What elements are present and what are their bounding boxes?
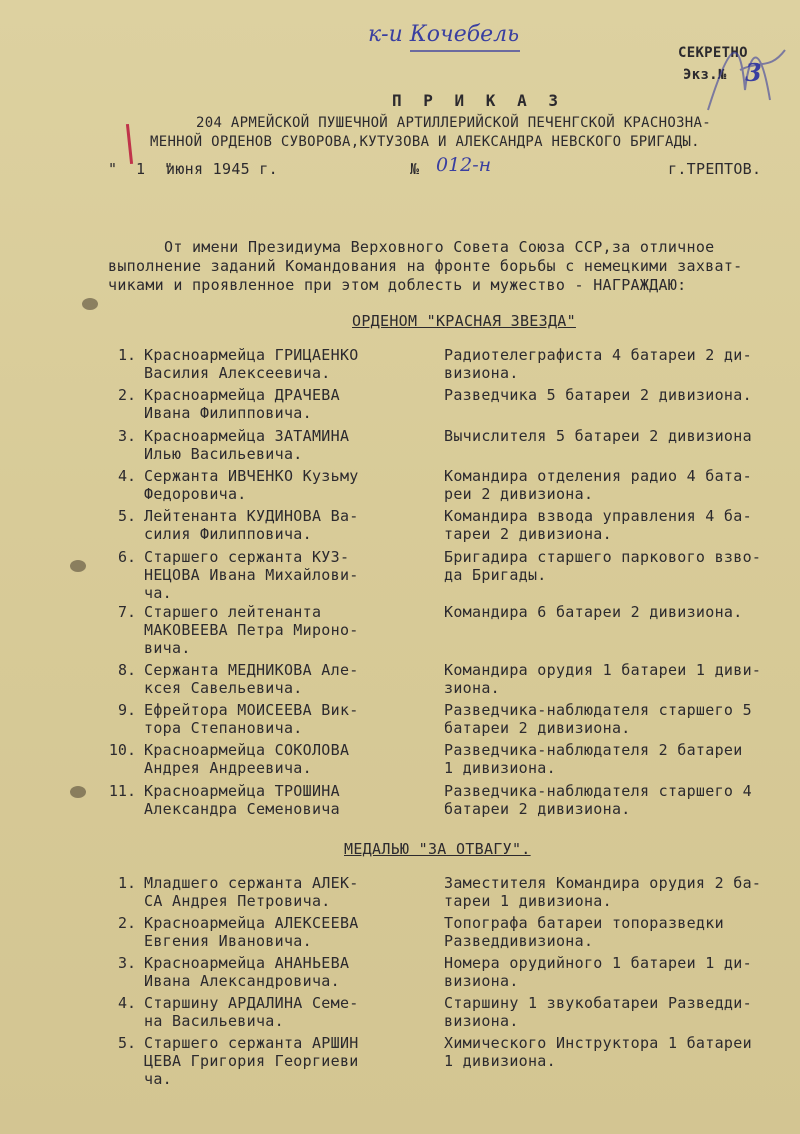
copy-label: Экз.№	[683, 67, 727, 83]
preamble-line-3: чиками и проявленное при этом доблесть и мужество - НАГРАЖДАЮ:	[108, 276, 687, 294]
punch-mark	[70, 560, 86, 572]
order-number-value: 012-н	[436, 154, 492, 176]
place: г.ТРЕПТОВ.	[668, 160, 762, 178]
title-line-1: 204 АРМЕЙСКОЙ ПУШЕЧНОЙ АРТИЛЛЕРИЙСКОЙ ПЕЧЕНГСКОЙ КРАСНОЗНА-	[196, 115, 711, 131]
punch-mark	[82, 298, 98, 310]
order-title: П Р И К А З	[392, 91, 564, 110]
copy-number: 3	[745, 58, 762, 87]
red-mark	[126, 124, 133, 164]
preamble-line-1: От имени Президиума Верховного Совета Союза ССР,за отличное	[108, 238, 715, 256]
title-line-2: МЕННОЙ ОРДЕНОВ СУВОРОВА,КУТУЗОВА И АЛЕКСАНДРА НЕВСКОГО БРИГАДЫ.	[150, 134, 700, 150]
handwritten-annotation: к-и Кочебель	[368, 22, 520, 47]
section-heading-order-red-star: ОРДЕНОМ "КРАСНАЯ ЗВЕЗДА"	[352, 312, 576, 330]
date-day: " 1 "	[108, 160, 174, 178]
secret-label: СЕКРЕТНО	[678, 45, 748, 61]
date-month-year: июня 1945 г.	[166, 160, 278, 178]
handwritten-scribble	[700, 30, 790, 120]
section-heading-medal-bravery: МЕДАЛЬЮ "ЗА ОТВАГУ".	[344, 840, 531, 858]
punch-mark	[70, 786, 86, 798]
order-number-label: №	[410, 160, 420, 178]
preamble-line-2: выполнение заданий Командования на фронте борьбы с немецкими захват-	[108, 257, 743, 275]
annotation-underline	[410, 50, 520, 52]
document-page: к-и Кочебель СЕКРЕТНО Экз.№ 3 П Р И К А З 204 АРМЕЙСКОЙ ПУШЕЧНОЙ АРТИЛЛЕРИЙСКОЙ ПЕЧЕНГСКОЙ КРАСНОЗНА- МЕННОЙ ОРДЕНОВ СУВОРОВА,КУТУЗОВА И АЛЕКСАНДРА НЕВСКОГО БРИГАДЫ. " 1 " июня 1945 г. № 012-н г.ТРЕПТОВ. От имени Президиума Верховного Совета Союза ССР,за отличное выполнение заданий Командования на фронте борьбы с немецкими захват- чиками и проявленное при этом доблесть и мужество - НАГРАЖДАЮ: ОРДЕНОМ "КРАСНАЯ ЗВЕЗДА" 1. Красноармейца ГРИЦАЕНКО Василия Алексеевича. Радиотелеграфиста 4 батареи 2 ди- визиона. 2. Красноармейца ДРАЧЕВА Ивана Филипповича. Разведчика 5 батареи 2 дивизиона. 3. Красноармейца ЗАТАМИНА Илью Васильевича. Вычислителя 5 батареи 2 дивизиона 4. Сержанта ИВЧЕНКО Кузьму Федоровича. Командира отделения радио 4 бата- реи 2 дивизиона. 5. Лейтенанта КУДИНОВА Ва- силия Филипповича. Командира взвода управления 4 ба- тареи 2 дивизиона. 6. Старшего сержанта КУЗ- НЕЦОВА Ивана Михайлови- ча. Бригадира старшего паркового взво- да Бригады. 7. Старшего лейтенанта МАКОВЕЕВА Петра Мироно- вича. Командира 6 батареи 2 дивизиона. 8. Сержанта МЕДНИКОВА Але- ксея Савельевича. Командира орудия 1 батареи 1 диви- зиона. 9. Ефрейтора МОИСЕЕВА Вик- тора Степановича. Разведчика-наблюдателя старшего 5 батареи 2 дивизиона. 10. Красноармейца СОКОЛОВА Андрея Андреевича. Разведчика-наблюдателя 2 батареи 1 дивизиона. 11. Красноармейца ТРОШИНА Александра Семеновича Разведчика-наблюдателя старшего 4 батареи 2 дивизиона. МЕДАЛЬЮ "ЗА ОТВАГУ". 1. Младшего сержанта АЛЕК- СА Андрея Петровича. Заместителя Командира орудия 2 ба- тареи 1 дивизиона. 2. Красноармейца АЛЕКСЕЕВА Евгения Ивановича. Топографа батареи топоразведки Разведдивизиона. 3. Красноармейца АНАНЬЕВА Ивана Александровича. Номера орудийного 1 батареи 1 ди- визиона. 4. Старшину АРДАЛИНА Семе- на Васильевича. Старшину 1 звукобатареи Разведди- визиона. 5. Старшего сержанта АРШИН ЦЕВА Григория Георгиеви ча. Химического Инструктора 1 батареи 1 дивизиона.	[0, 0, 800, 1134]
